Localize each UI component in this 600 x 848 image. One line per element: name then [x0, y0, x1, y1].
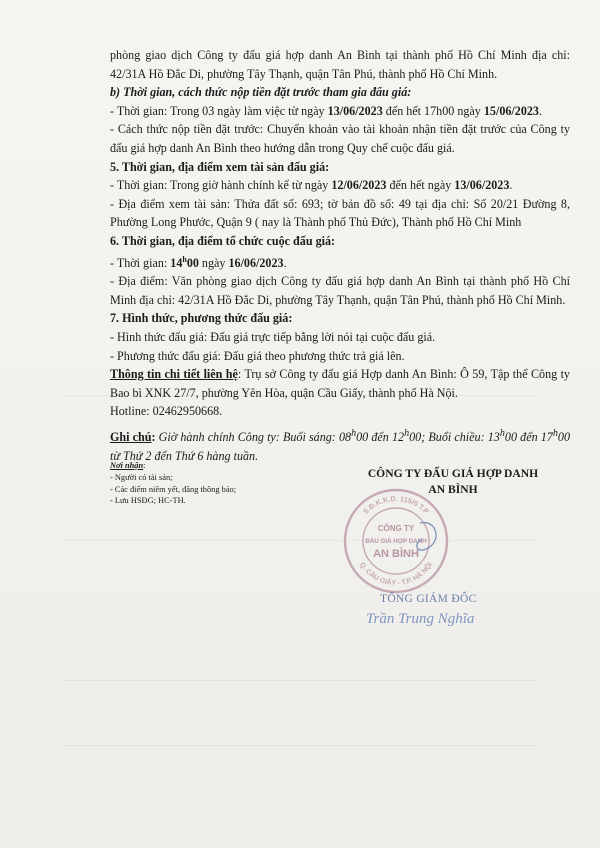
section-7-heading: 7. Hình thức, phương thức đấu giá: [110, 311, 293, 326]
stamp-line2: ĐẤU GIÁ HỢP DANH [365, 538, 427, 545]
signature-org: CÔNG TY ĐẤU GIÁ HỢP DANH AN BÌNH [367, 467, 539, 496]
recipient-item: - Các điểm niêm yết, đăng thông báo; [110, 484, 237, 494]
company-seal-stamp [342, 487, 450, 595]
section-5-time: - Thời gian: Trong giờ hành chính kể từ ngày 12/06/2023 đến hết ngày 13/06/2023. [110, 178, 513, 193]
section-b-time: - Thời gian: Trong 03 ngày làm việc từ ngày 13/06/2023 đến hết 17h00 ngày 15/06/2023. [110, 103, 542, 118]
stamp-line1: CÔNG TY [377, 524, 415, 533]
stamp-top-text: S.Đ.K.K.D. 115/0 T.P [361, 493, 431, 516]
stamp-bottom-text: Q. CẦU GIẤY - T.P. HÀ NỘI [357, 561, 435, 588]
section-6-heading: 6. Thời gian, địa điểm tổ chức cuộc đấu giá: [110, 233, 336, 248]
director-name: Trần Trung Nghĩa [366, 611, 475, 627]
note: Ghi chú: Giờ hành chính Công ty: Buổi sáng: 08$^h$00 đến 12$^h$00; Buổi chiều: 13$^h$00 đến 17$^h$00 từ Thứ 2 đến Thứ 6 hàng tuần. [110, 427, 570, 463]
section-6-place: - Địa điểm: Văn phòng giao dịch Công ty đấu giá hợp danh An Bình tại thành phố Hồ Chí Minh địa chỉ: 42/31A Hồ Đắc Di, phường Tây Thạnh, quận Tân Phú, thành phố Hồ Chí Minh. [110, 274, 570, 307]
hotline: Hotline: 02462950668. [110, 404, 223, 419]
contact-info: Thông tin chi tiết liên hệ: Trụ sở Công ty đấu giá Hợp danh An Bình: Ô 59, Tập thể Công ty Bao bì XNK 27/7, phường Yên Hòa, quận Cầu Giấy, thành phố Hà Nội. [110, 367, 570, 400]
stamp-line3: AN BÌNH [373, 548, 419, 560]
intro-paragraph: phòng giao dịch Công ty đấu giá hợp danh An Bình tại thành phố Hồ Chí Minh địa chỉ: 42/31A Hồ Đắc Di, phường Tây Thạnh, quận Tân Phú, thành phố Hồ Chí Minh. [110, 48, 570, 81]
bleed-through-line [60, 745, 540, 746]
recipient-item: - Lưu HSĐG; HC-TH. [110, 496, 186, 506]
director-title: TỔNG GIÁM ĐỐC [380, 593, 477, 605]
document-body [110, 46, 570, 465]
section-b-method: - Cách thức nộp tiền đặt trước: Chuyển khoản vào tài khoản nhận tiền đặt trước của Công ty đấu giá hợp danh An Bình theo hướng dẫn trong Quy chế cuộc đấu giá. [110, 122, 570, 155]
section-7-method: - Phương thức đấu giá: Đấu giá theo phương thức trả giá lên. [110, 348, 405, 363]
section-5-place: - Địa điểm xem tài sản: Thửa đất số: 693; tờ bản đồ số: 49 tại địa chỉ: Số 20/21 Đường 8, Phường Long Phước, Quận 9 ( nay là Thành phố Thủ Đức), Thành phố Hồ Chí Minh [110, 196, 570, 230]
recipients-title: Nơi nhận: [110, 461, 146, 470]
bleed-through-line [60, 540, 540, 541]
section-7-form: - Hình thức đấu giá: Đấu giá trực tiếp bằng lời nói tại cuộc đấu giá. [110, 329, 436, 344]
section-b-heading: b) Thời gian, cách thức nộp tiền đặt trước tham gia đấu giá: [110, 85, 412, 100]
recipients-block [110, 460, 330, 507]
section-5-heading: 5. Thời gian, địa điểm xem tài sản đấu giá: [110, 159, 330, 174]
bleed-through-line [60, 680, 540, 681]
recipient-item: - Người có tài sản; [110, 472, 173, 482]
section-6-time: - Thời gian: 14$^h$00 ngày 16/06/2023. [110, 254, 287, 270]
